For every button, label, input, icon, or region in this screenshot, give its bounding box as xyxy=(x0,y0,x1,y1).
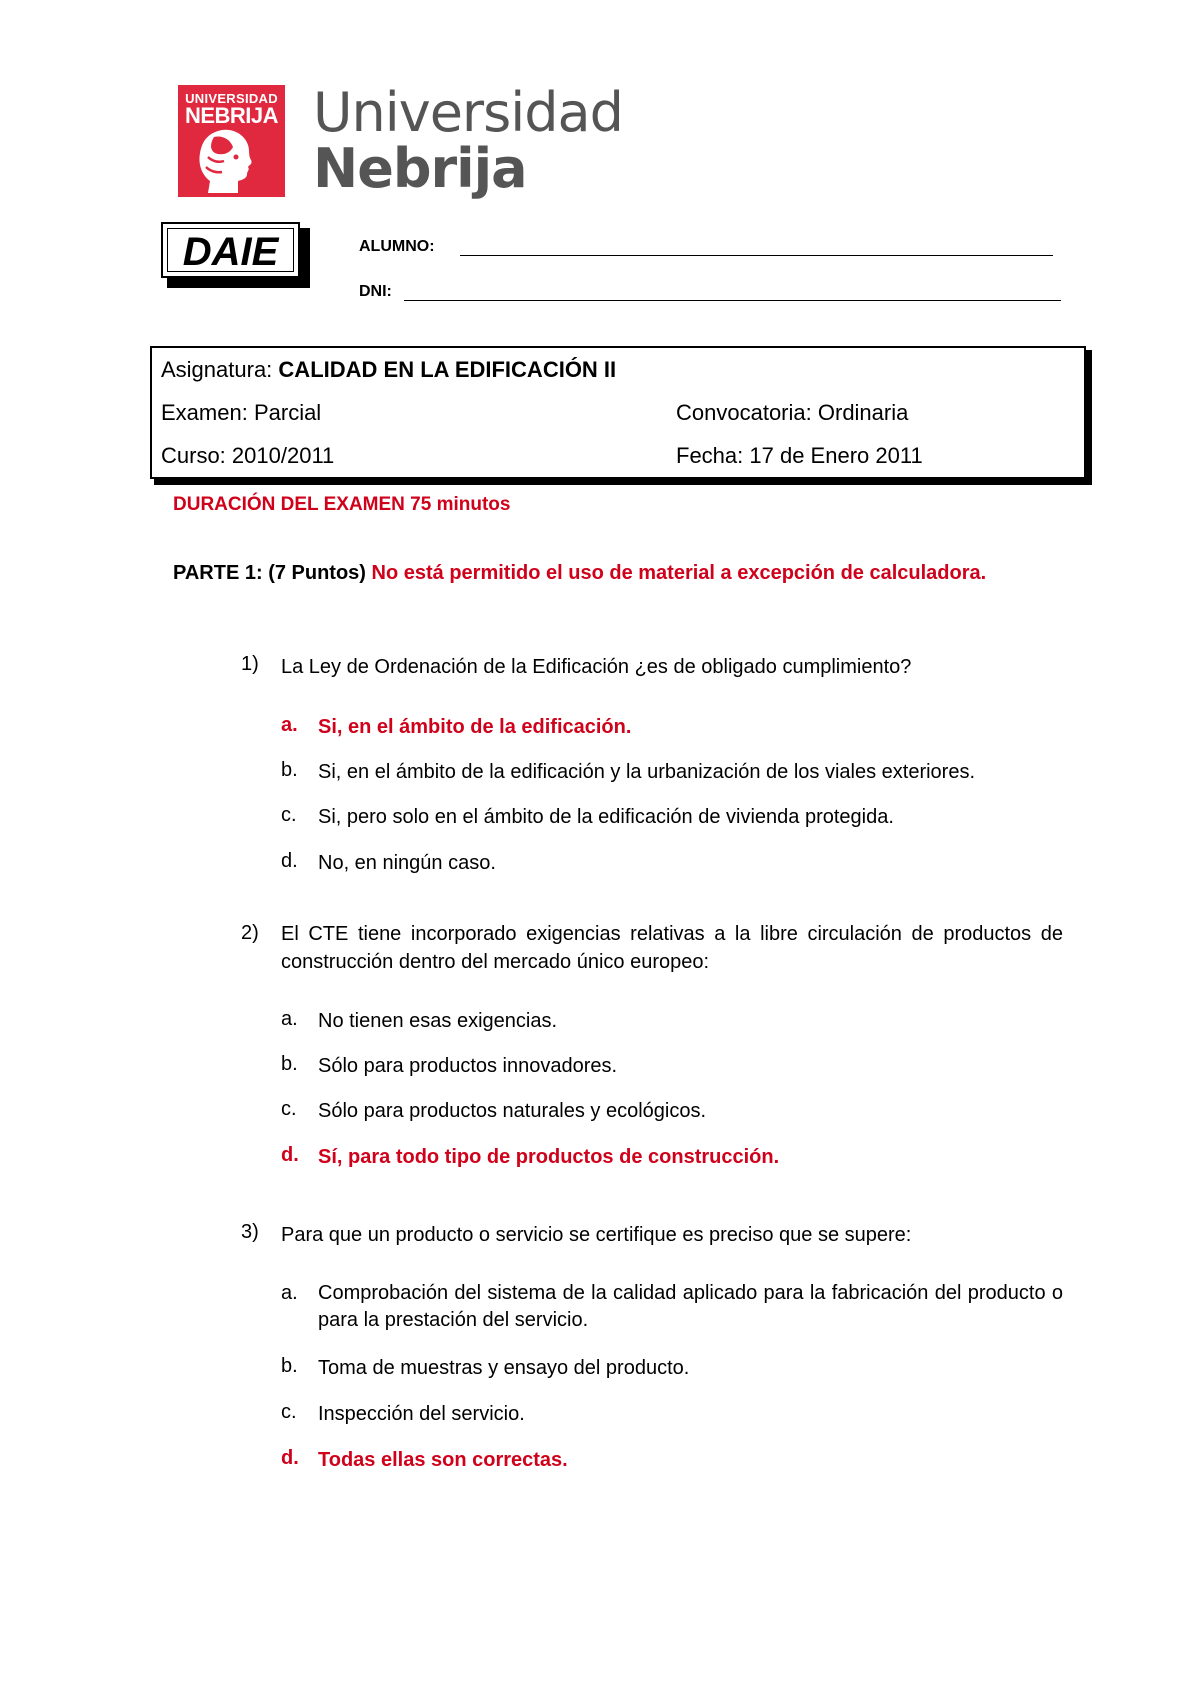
q2-option-a-letter: a. xyxy=(281,1008,298,1030)
q1-option-a-letter: a. xyxy=(281,714,298,736)
q3-option-c: Inspección del servicio. xyxy=(318,1403,525,1425)
convocatoria-label: Convocatoria: xyxy=(676,400,812,425)
q1-option-a: Si, en el ámbito de la edificación. xyxy=(318,716,632,738)
question-1-number: 1) xyxy=(241,653,259,675)
q1-option-c: Si, pero solo en el ámbito de la edificación de vivienda protegida. xyxy=(318,806,894,828)
daie-badge-label: DAIE xyxy=(167,228,294,272)
q2-option-b: Sólo para productos innovadores. xyxy=(318,1055,618,1077)
q2-option-d: Sí, para todo tipo de productos de construcción. xyxy=(318,1146,780,1168)
examen-row xyxy=(161,400,321,426)
q1-option-d-letter: d. xyxy=(281,850,298,872)
alumno-label: ALUMNO: xyxy=(359,238,435,255)
q3-option-c-letter: c. xyxy=(281,1401,297,1423)
question-2-text: El CTE tiene incorporado exigencias relativas a la libre circulación de productos de construcción dentro del mercado único europeo: xyxy=(281,923,1063,973)
examen-value: Parcial xyxy=(253,400,322,425)
dni-field[interactable] xyxy=(404,300,1061,301)
q2-option-a: No tienen esas exigencias. xyxy=(318,1010,558,1032)
q3-option-b-letter: b. xyxy=(281,1355,298,1377)
examen-label: Examen: xyxy=(161,400,248,425)
asignatura-value: CALIDAD EN LA EDIFICACIÓN II xyxy=(278,357,617,382)
q3-option-a: Comprobación del sistema de la calidad aplicado para la fabricación del producto o para la prestación del servicio. xyxy=(318,1282,1063,1331)
q2-option-d-letter: d. xyxy=(281,1144,299,1166)
university-logo xyxy=(178,81,623,200)
q1-option-b: Si, en el ámbito de la edificación y la urbanización de los viales exteriores. xyxy=(318,761,976,783)
part-1-title: PARTE 1: (7 Puntos) xyxy=(173,562,366,584)
asignatura-row xyxy=(161,357,616,383)
part-1-note: No está permitido el uso de material a excepción de calculadora. xyxy=(371,562,987,584)
nebrija-seal-icon xyxy=(178,85,285,197)
daie-badge xyxy=(161,222,300,278)
question-3-text: Para que un producto o servicio se certifique es preciso que se supere: xyxy=(281,1224,912,1246)
q3-option-b: Toma de muestras y ensayo del producto. xyxy=(318,1357,690,1379)
dni-label: DNI: xyxy=(359,283,392,300)
asignatura-label: Asignatura: xyxy=(161,357,273,382)
alumno-field[interactable] xyxy=(460,255,1053,256)
q2-option-c: Sólo para productos naturales y ecológicos. xyxy=(318,1100,707,1122)
wordmark-universidad: Universidad xyxy=(313,81,623,144)
fecha-row xyxy=(676,443,923,469)
convocatoria-value: Ordinaria xyxy=(817,400,909,425)
curso-row xyxy=(161,443,334,469)
part-1-heading xyxy=(173,560,1063,587)
q3-option-d-letter: d. xyxy=(281,1447,299,1469)
question-1-text: La Ley de Ordenación de la Edificación ¿es de obligado cumplimiento? xyxy=(281,656,912,678)
q2-option-c-letter: c. xyxy=(281,1098,297,1120)
q3-option-a-letter: a. xyxy=(281,1282,298,1304)
question-2-number: 2) xyxy=(241,922,259,944)
q2-option-b-letter: b. xyxy=(281,1053,298,1075)
curso-value: 2010/2011 xyxy=(231,443,335,468)
exam-info-box xyxy=(150,346,1086,479)
fecha-label: Fecha: xyxy=(676,443,744,468)
curso-label: Curso: xyxy=(161,443,226,468)
seal-main-text: NEBRIJA xyxy=(184,103,279,128)
q1-option-b-letter: b. xyxy=(281,759,298,781)
q1-option-c-letter: c. xyxy=(281,804,297,826)
exam-duration: DURACIÓN DEL EXAMEN 75 minutos xyxy=(173,494,511,515)
question-3-number: 3) xyxy=(241,1221,259,1243)
q3-option-d: Todas ellas son correctas. xyxy=(318,1449,568,1471)
fecha-value: 17 de Enero 2011 xyxy=(749,443,923,468)
q1-option-d: No, en ningún caso. xyxy=(318,852,496,874)
wordmark-nebrija: Nebrija xyxy=(313,137,527,200)
convocatoria-row xyxy=(676,400,908,426)
seal-top-text: UNIVERSIDAD xyxy=(185,91,278,106)
